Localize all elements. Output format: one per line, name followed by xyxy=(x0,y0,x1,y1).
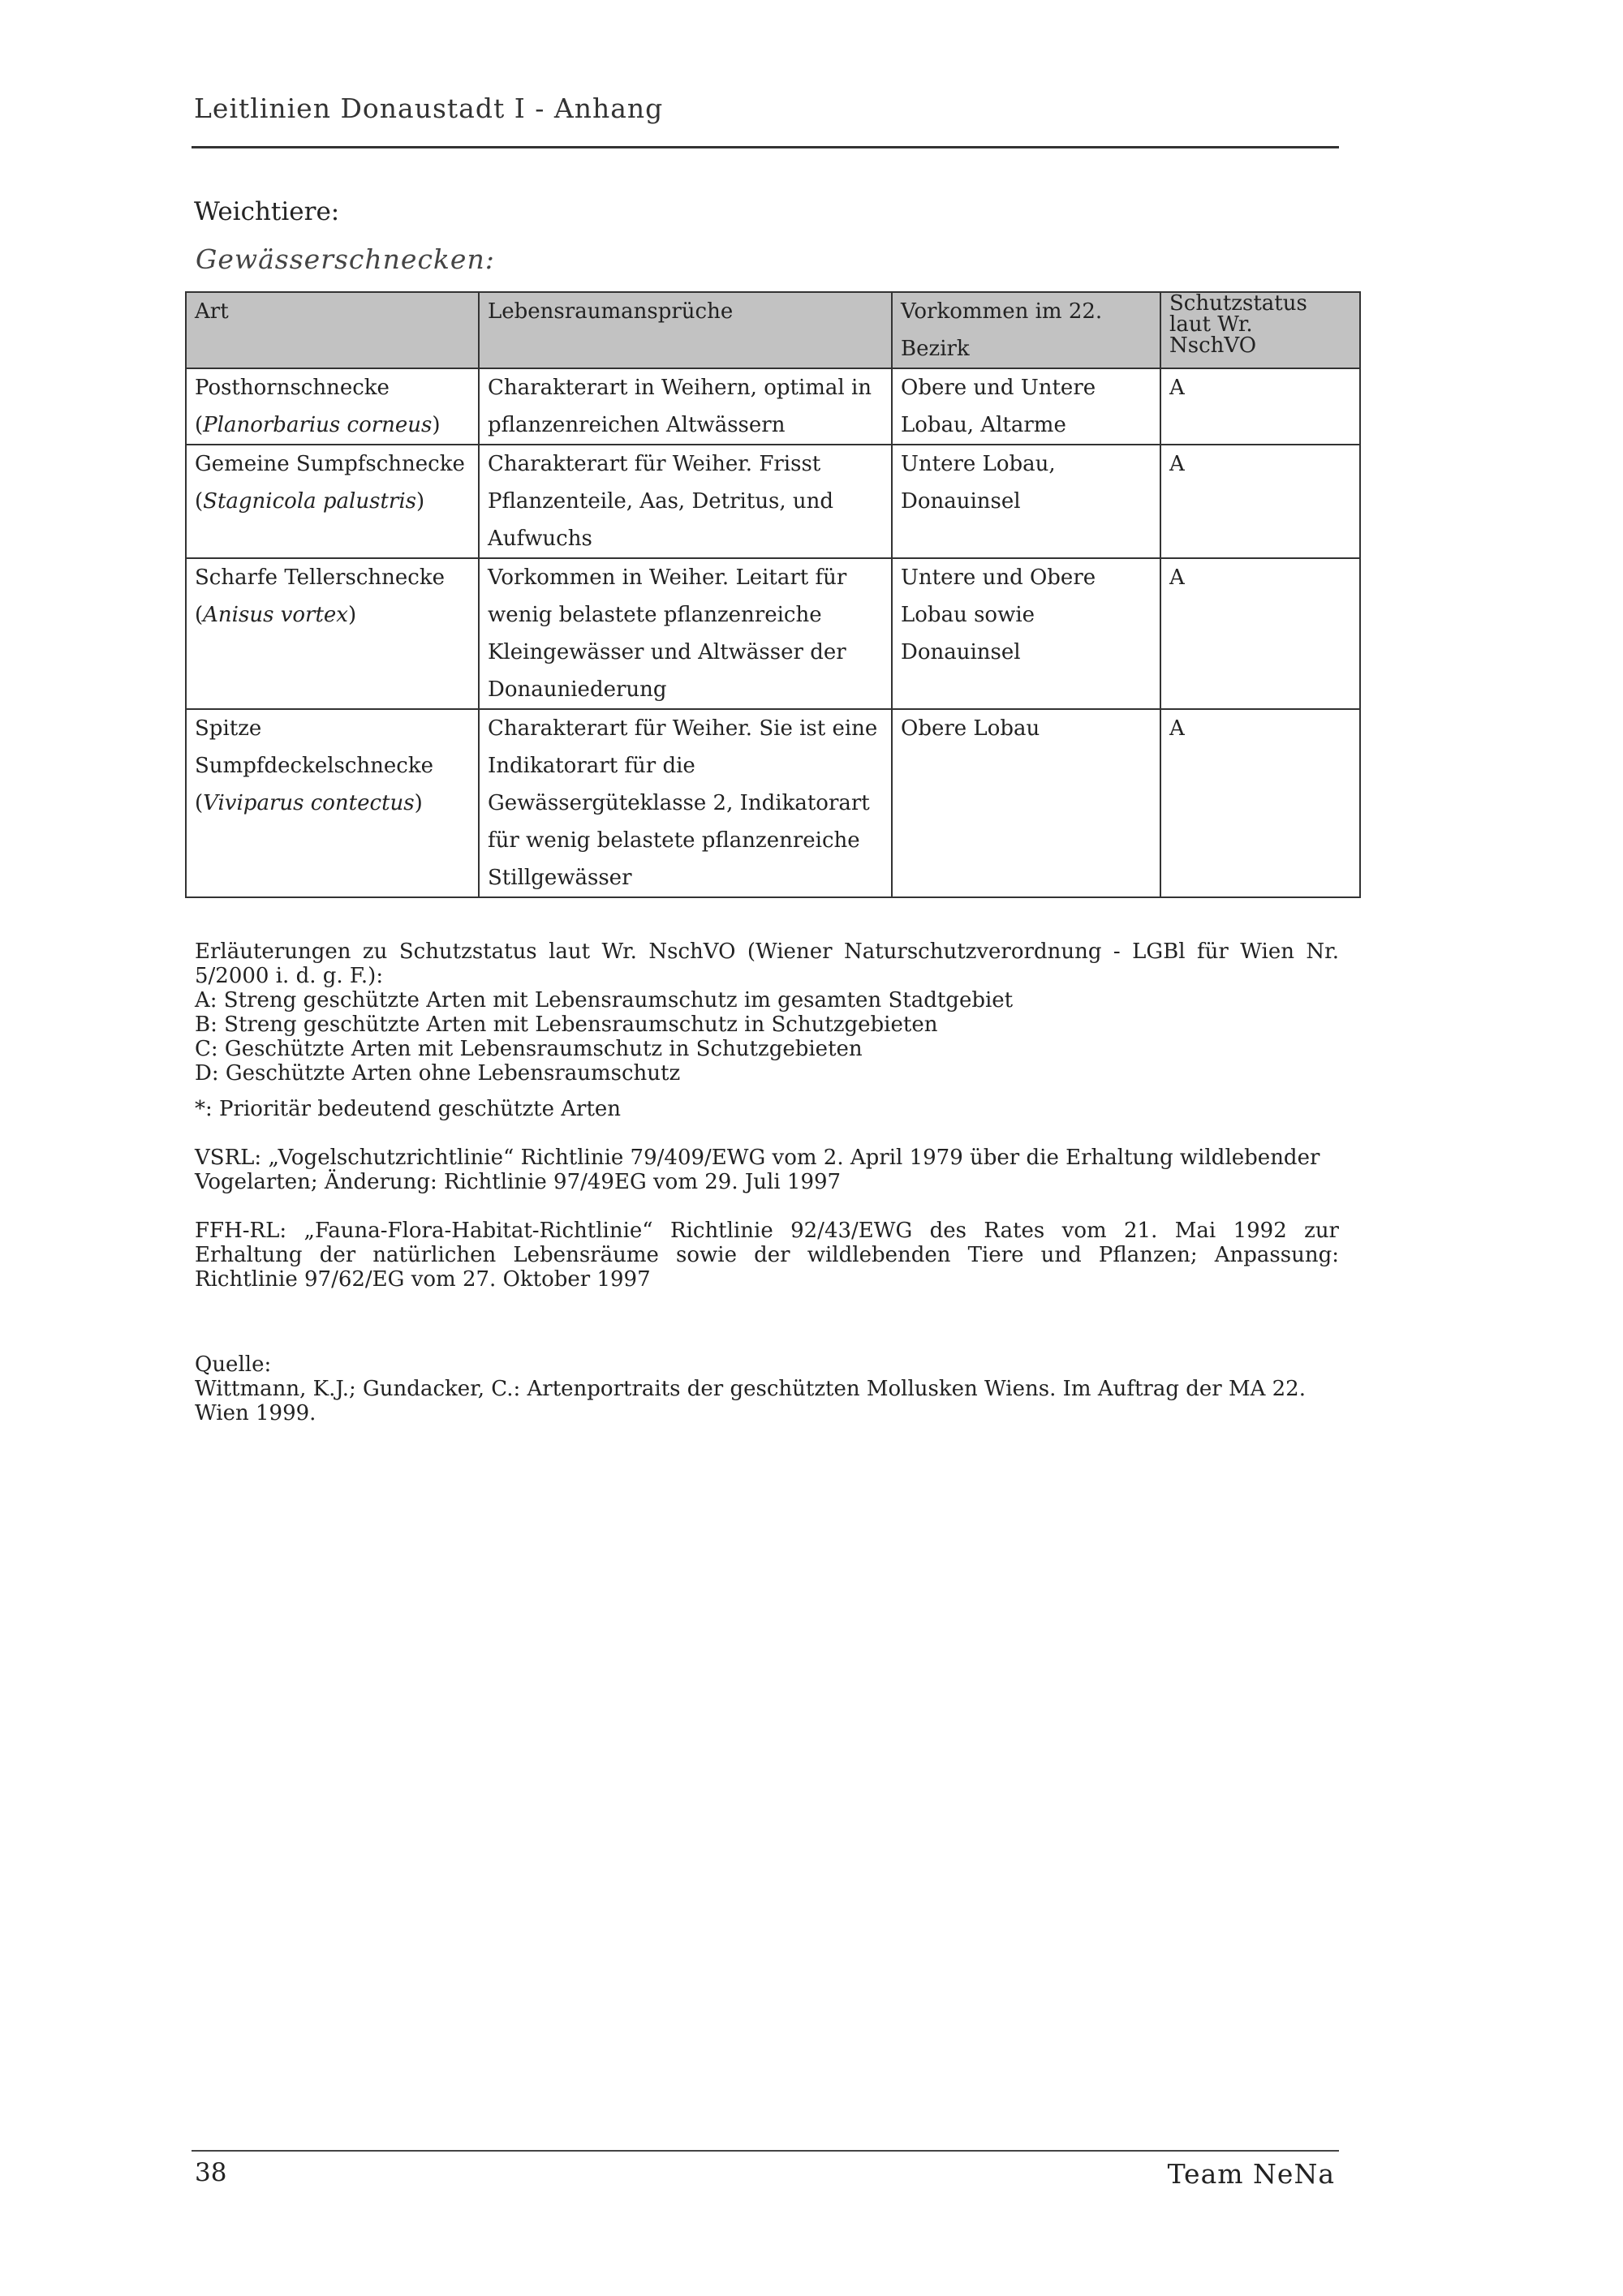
cell-lebensraum: Charakterart für Weiher. Frisst Pflanzenteile, Aas, Detritus, und Aufwuchs xyxy=(479,445,892,558)
source-label: Quelle: xyxy=(195,1352,272,1377)
cell-lebensraum: Charakterart in Weihern, optimal in pflanzenreichen Altwässern xyxy=(479,368,892,445)
header-schutzstatus: Schutzstatus laut Wr. NschVO xyxy=(1160,292,1360,368)
cell-vorkommen: Obere und Untere Lobau, Altarme xyxy=(892,368,1160,445)
header-vorkommen: Vorkommen im 22. Bezirk xyxy=(892,292,1160,368)
cell-art: Spitze Sumpfdeckelschnecke (Viviparus contectus) xyxy=(186,709,479,897)
cell-lebensraum: Vorkommen in Weiher. Leitart für wenig belastete pflanzenreiche Kleingewässer und Altwässer der Donauniederung xyxy=(479,558,892,709)
cell-art: Gemeine Sumpfschnecke (Stagnicola palustris) xyxy=(186,445,479,558)
table-row xyxy=(186,558,1360,709)
latin-name: Planorbarius corneus xyxy=(203,413,433,437)
table-row xyxy=(186,368,1360,445)
header-rule xyxy=(192,146,1339,148)
cell-status: A xyxy=(1160,368,1360,445)
notes-section xyxy=(195,939,1339,1425)
table-row xyxy=(186,709,1360,897)
header-lebensraum: Lebensraumansprüche xyxy=(479,292,892,368)
legend-c: C: Geschützte Arten mit Lebensraumschutz in Schutzgebieten xyxy=(195,1037,863,1061)
source-citation: Wittmann, K.J.; Gundacker, C.: Artenportraits der geschützten Mollusken Wiens. Im Auftrag der MA 22. Wien 1999. xyxy=(195,1377,1306,1425)
latin-name: Anisus vortex xyxy=(203,603,348,627)
legend-priority: *: Prioritär bedeutend geschützte Arten xyxy=(195,1097,622,1121)
section-title: Weichtiere: xyxy=(194,197,340,226)
legend-a: A: Streng geschützte Arten mit Lebensraumschutz im gesamten Stadtgebiet xyxy=(195,988,1014,1013)
cell-lebensraum: Charakterart für Weiher. Sie ist eine Indikatorart für die Gewässergüteklasse 2, Indikatorart für wenig belastete pflanzenreiche Stillgewässer xyxy=(479,709,892,897)
header-title: Leitlinien Donaustadt I - Anhang xyxy=(194,92,664,124)
cell-vorkommen: Obere Lobau xyxy=(892,709,1160,897)
section-subtitle: Gewässerschnecken: xyxy=(196,243,495,275)
page-number: 38 xyxy=(195,2158,227,2187)
cell-art: Posthornschnecke (Planorbarius corneus) xyxy=(186,368,479,445)
table-header-row xyxy=(186,292,1360,368)
header-art: Art xyxy=(186,292,479,368)
note-vsrl: VSRL: „Vogelschutzrichtlinie“ Richtlinie 79/409/EWG vom 2. April 1979 über die Erhaltung wildlebender Vogelarten; Änderung: Richtlinie 97/49EG vom 29. Juli 1997 xyxy=(195,1146,1320,1194)
note-ffh: FFH-RL: „Fauna-Flora-Habitat-Richtlinie“ Richtlinie 92/43/EWG des Rates vom 21. Mai 1992 zur Erhaltung der natürlichen Lebensräume sowie der wildlebenden Tiere und Pflanzen; Anpassung: Richtlinie 97/62/EG vom 27. Oktober 1997 xyxy=(195,1219,1339,1292)
latin-name: Stagnicola palustris xyxy=(203,489,416,514)
cell-vorkommen: Untere und Obere Lobau sowie Donauinsel xyxy=(892,558,1160,709)
cell-art: Scharfe Tellerschnecke (Anisus vortex) xyxy=(186,558,479,709)
cell-vorkommen: Untere Lobau, Donauinsel xyxy=(892,445,1160,558)
legend-d: D: Geschützte Arten ohne Lebensraumschutz xyxy=(195,1061,681,1086)
species-table xyxy=(185,291,1361,898)
cell-status: A xyxy=(1160,709,1360,897)
latin-name: Viviparus contectus xyxy=(203,791,415,815)
legend-b: B: Streng geschützte Arten mit Lebensraumschutz in Schutzgebieten xyxy=(195,1013,938,1037)
cell-status: A xyxy=(1160,558,1360,709)
footer-team: Team NeNa xyxy=(1167,2158,1335,2190)
footer-rule xyxy=(192,2150,1339,2152)
table-row xyxy=(186,445,1360,558)
cell-status: A xyxy=(1160,445,1360,558)
notes-intro: Erläuterungen zu Schutzstatus laut Wr. NschVO (Wiener Naturschutzverordnung - LGBl für Wien Nr. 5/2000 i. d. g. F.): xyxy=(195,939,1339,988)
